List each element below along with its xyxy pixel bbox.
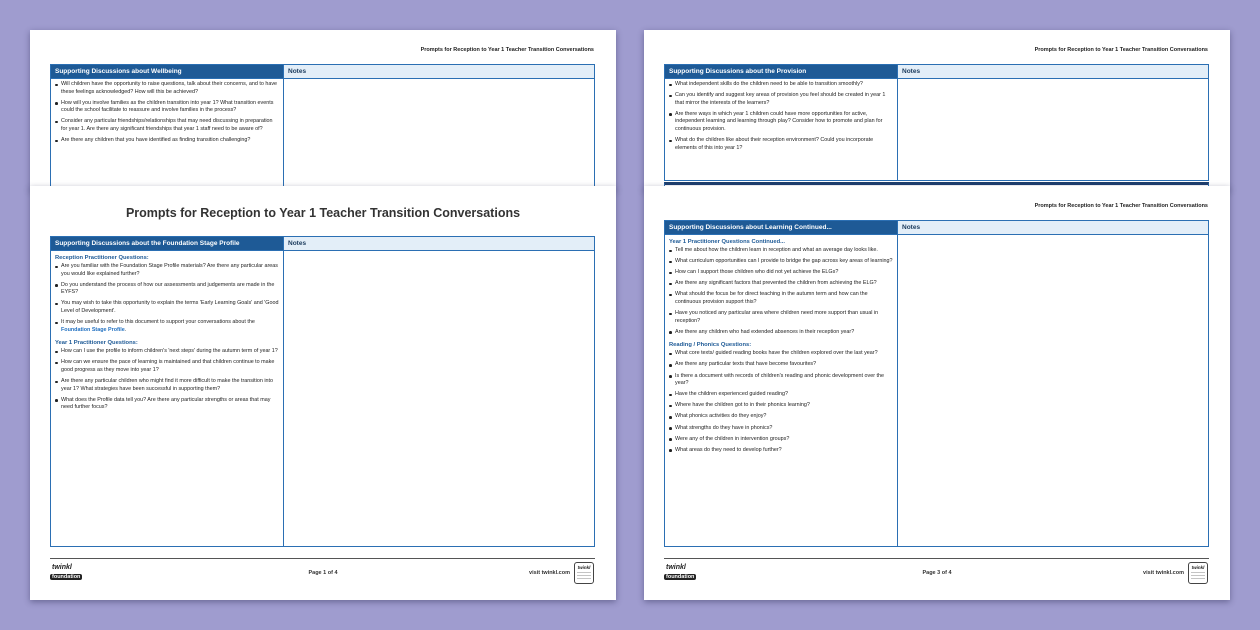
- twinkl-logo: twinkl foundation: [666, 564, 695, 580]
- list-item: What does the Profile data tell you? Are there any particular strengths or areas that may need further focus?: [54, 397, 280, 412]
- page-3: [644, 186, 1230, 600]
- notes-heading: Notes: [897, 65, 1208, 78]
- year1-subheading: Year 1 Practitioner Questions Continued...: [669, 239, 785, 245]
- list-item: Are there any particular texts that have become favourites?: [668, 361, 894, 369]
- year1-list: [54, 348, 280, 412]
- table-heading: Supporting Discussions about Wellbeing: [51, 65, 283, 78]
- notes-area: [283, 78, 594, 190]
- list-item: Are there ways in which year 1 children could have more opportunities for active, independent learning and learning through play? Consider how to promote and plan for continuous provision.: [668, 111, 894, 134]
- list-item: How can I support those children who did not yet achieve the ELGs?: [668, 269, 894, 277]
- list-item: Are there any children who had extended absences in their reception year?: [668, 329, 894, 337]
- notes-heading: Notes: [897, 221, 1208, 234]
- notes-area: [283, 250, 594, 546]
- list-item: Where have the children got to in their phonics learning?: [668, 402, 894, 410]
- list-item: What do the children like about their reception environment? Could you incorporate elements of this into year 1?: [668, 137, 894, 152]
- quality-badge-icon: twinkl: [574, 562, 594, 584]
- page-number: Page 1 of 4: [308, 570, 338, 576]
- visit-link[interactable]: visit twinkl.com: [529, 570, 570, 576]
- list-item: How will you involve families as the children transition into year 1? What transition events could the school facilitate to reassure and involve families in the process?: [54, 100, 280, 115]
- list-item: You may wish to take this opportunity to explain the terms 'Early Learning Goals' and 'Good Level of Development'.: [54, 300, 280, 315]
- list-item: What independent skills do the children need to be able to transition smoothly?: [668, 81, 894, 89]
- phonics-list: [668, 350, 894, 454]
- visit-link[interactable]: visit twinkl.com: [1143, 570, 1184, 576]
- page-provision: [644, 30, 1230, 190]
- quality-badge-icon: twinkl: [1188, 562, 1208, 584]
- notes-heading: Notes: [283, 65, 594, 78]
- notes-area: [897, 78, 1208, 180]
- list-item: What phonics activities do they enjoy?: [668, 413, 894, 421]
- year1-subheading: Year 1 Practitioner Questions:: [55, 340, 138, 347]
- list-item: Are there any significant factors that prevented the children from achieving the ELG?: [668, 280, 894, 288]
- list-item: What curriculum opportunities can I provide to bridge the gap across key areas of learning?: [668, 258, 894, 266]
- table-heading: Supporting Discussions about Learning Continued...: [665, 221, 897, 234]
- list-item: Can you identify and suggest key areas of provision you feel should be created in year 1 that mirror the interests of the learners?: [668, 92, 894, 107]
- list-item: Is there a document with records of children's reading and phonic development over the year?: [668, 373, 894, 388]
- page-number: Page 3 of 4: [922, 570, 952, 576]
- list-item: Are there any particular children who might find it more difficult to make the transition into year 1? What strategies have been successful in supporting them?: [54, 378, 280, 393]
- list-item: What areas do they need to develop further?: [668, 447, 894, 455]
- list-item: Are there any children that you have identified as finding transition challenging?: [54, 137, 280, 145]
- learning-table: [664, 220, 1209, 547]
- running-title: Prompts for Reception to Year 1 Teacher Transition Conversations: [420, 47, 594, 53]
- list-item: How can we ensure the pace of learning is maintained and that children continue to make good progress as they move into year 1?: [54, 359, 280, 374]
- reception-subheading: Reception Practitioner Questions:: [55, 255, 149, 261]
- list-item: Have the children experienced guided reading?: [668, 391, 894, 399]
- list-item: Are you familiar with the Foundation Stage Profile materials? Are there any particular areas you would like explained further?: [54, 263, 280, 278]
- running-title: Prompts for Reception to Year 1 Teacher Transition Conversations: [1034, 203, 1208, 209]
- phonics-subheading: Reading / Phonics Questions:: [669, 342, 752, 349]
- table-heading: Supporting Discussions about the Foundation Stage Profile: [51, 237, 283, 250]
- running-title: Prompts for Reception to Year 1 Teacher Transition Conversations: [1034, 47, 1208, 53]
- list-item: How can I use the profile to inform children's 'next steps' during the autumn term of year 1?: [54, 348, 280, 356]
- refer-text: It may be useful to refer to this document to support your conversations about the: [61, 319, 255, 326]
- list-item: Will children have the opportunity to raise questions, talk about their concerns, and to have these feelings acknowledged? How will this be achieved?: [54, 81, 280, 96]
- wellbeing-table: [50, 64, 595, 190]
- page-wellbeing: [30, 30, 616, 190]
- page-title: Prompts for Reception to Year 1 Teacher Transition Conversations: [125, 206, 521, 220]
- notes-heading: Notes: [283, 237, 594, 250]
- fsp-table: [50, 236, 595, 547]
- list-item: What strengths do they have in phonics?: [668, 425, 894, 433]
- year1-list: [668, 247, 894, 336]
- provision-table: [664, 64, 1209, 181]
- page-1: [30, 186, 616, 600]
- table-heading: Supporting Discussions about the Provision: [665, 65, 897, 78]
- notes-area: [897, 234, 1208, 546]
- list-item: It may be useful to refer to this document to support your conversations about the Foundation Stage Profile.: [54, 319, 280, 334]
- list-item: Have you noticed any particular area where children need more support than usual in reception?: [668, 310, 894, 325]
- footer-divider: [50, 558, 595, 559]
- footer-divider: [664, 558, 1209, 559]
- list-item: What core texts/ guided reading books have the children explored over the last year?: [668, 350, 894, 358]
- provision-list: [668, 81, 894, 152]
- twinkl-logo: twinkl foundation: [52, 564, 81, 580]
- list-item: Do you understand the process of how our assessments and judgements are made in the EYFS?: [54, 282, 280, 297]
- reception-list: [54, 263, 280, 334]
- list-item: Were any of the children in intervention groups?: [668, 436, 894, 444]
- list-item: What should the focus be for direct teaching in the autumn term and how can the continuous provision support this?: [668, 291, 894, 306]
- list-item: Tell me about how the children learn in reception and what an average day looks like.: [668, 247, 894, 255]
- fsp-link[interactable]: Foundation Stage Profile: [61, 326, 125, 333]
- wellbeing-list: [54, 81, 280, 145]
- list-item: Consider any particular friendships/relationships that may need discussing in preparation for year 1. Are there any significant friendships that year 1 staff need to be aware of?: [54, 118, 280, 133]
